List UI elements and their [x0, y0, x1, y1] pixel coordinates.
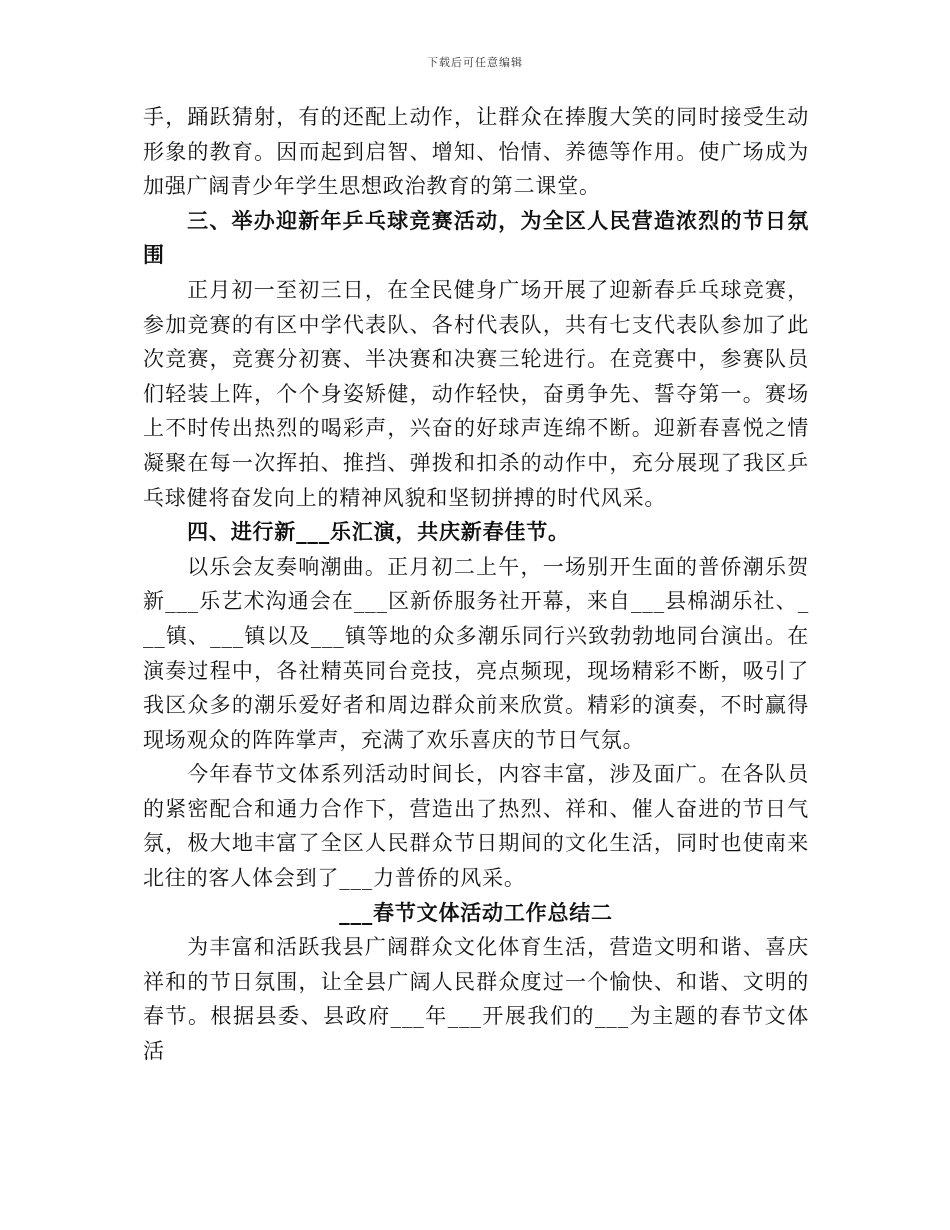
document-title-two: ___春节文体活动工作总结二 [339, 899, 613, 925]
paragraph-summary: 今年春节文体系列活动时间长，内容丰富，涉及面广。在各队员的紧密配合和通力合作下，营造出了热烈、祥和、催人奋进的节日气氛，极大地丰富了全区人民群众节日期间的文化生活，同时也使南来北往的客人体会到了___力普侨的风采。 [143, 762, 809, 891]
paragraph-intro-two: 为丰富和活跃我县广阔群众文化体育生活，营造文明和谐、喜庆祥和的节日氛围，让全县广阔人民群众度过一个愉快、和谐、文明的春节。根据县委、县政府___年___开展我们的___为主题的春节文体活 [143, 935, 809, 1064]
paragraph-music-show: 以乐会友奏响潮曲。正月初二上午，一场别开生面的普侨潮乐贺新___乐艺术沟通会在___区新侨服务社开幕，来自___县棉湖乐社、___镇、___镇以及___镇等地的众多潮乐同行兴致勃勃地同台演出。在演奏过程中，各社精英同台竞技，亮点频现，现场精彩不断，吸引了我区众多的潮乐爱好者和周边群众前来欣赏。精彩的演奏，不时赢得现场观众的阵阵掌声，充满了欢乐喜庆的节日气氛。 [143, 554, 809, 752]
section-heading-table-tennis: 三、举办迎新年乒乓球竞赛活动，为全区人民营造浓烈的节日氛围 [143, 207, 809, 268]
page-header-note: 下载后可任意编辑 [427, 56, 523, 69]
paragraph-lantern-riddles: 手，踊跃猜射，有的还配上动作，让群众在捧腹大笑的同时接受生动形象的教育。因而起到启智、增知、怡情、养德等作用。使广场成为加强广阔青少年学生思想政治教育的第二课堂。 [143, 105, 809, 199]
document-body [143, 100, 809, 1069]
paragraph-table-tennis: 正月初一至初三日，在全民健身广场开展了迎新春乒乓球竞赛，参加竞赛的有区中学代表队、各村代表队，共有七支代表队参加了此次竞赛，竞赛分初赛、半决赛和决赛三轮进行。在竞赛中，参赛队员们轻装上阵，个个身姿矫健，动作轻快，奋勇争先、誓夺第一。赛场上不时传出热烈的喝彩声，兴奋的好球声连绵不断。迎新春喜悦之情凝聚在每一次挥拍、推挡、弹拨和扣杀的动作中，充分展现了我区乒乓球健将奋发向上的精神风貌和坚韧拼搏的时代风采。 [143, 277, 809, 510]
section-heading-music-show: 四、进行新___乐汇演，共庆新春佳节。 [187, 519, 570, 545]
